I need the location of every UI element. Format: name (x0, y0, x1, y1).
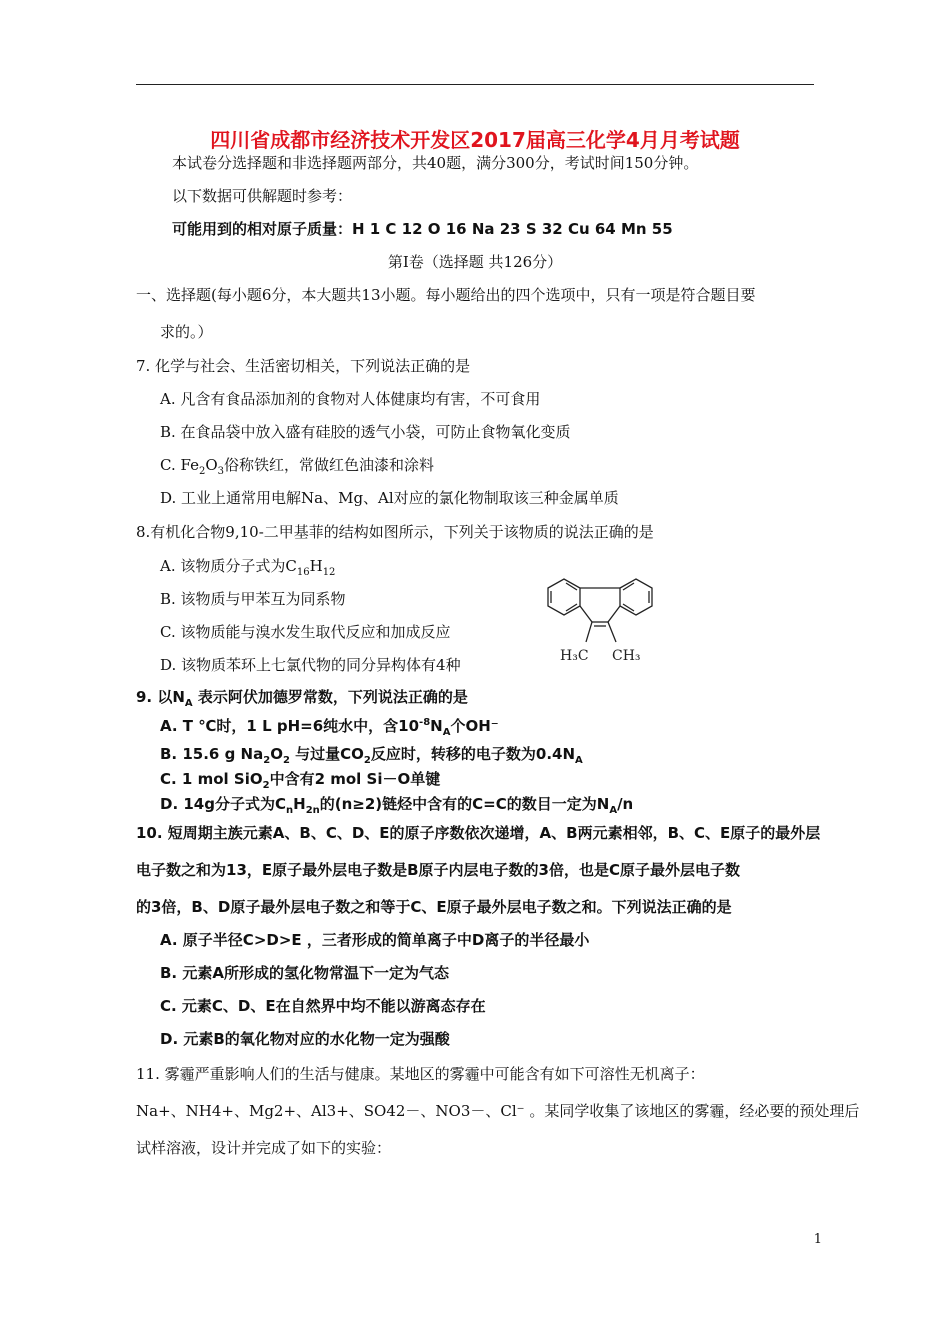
q10-line-3: 的3倍，B、D原子最外层电子数之和等于C、E原子最外层电子数之和。下列说法正确的是 (136, 898, 732, 916)
page-number: 1 (813, 1232, 822, 1247)
q10-line-1: 10. 短周期主族元素A、B、C、D、E的原子序数依次递增，A、B两元素相邻，B、C、E原子的最外层 (136, 824, 821, 842)
q9-option-a: A. T ℃时，1 L pH=6纯水中，含$10^{-8}N_A$个OH⁻ (160, 717, 499, 738)
dimethylphenanthrene-structure (540, 566, 670, 676)
q11-line-1: 11. 雾霾严重影响人们的生活与健康。某地区的雾霾中可能含有如下可溶性无机离子： (136, 1065, 705, 1083)
q8-option-a: A. 该物质分子式为$C_{16}H_{12}$ (160, 557, 336, 578)
q7-option-b: B. 在食品袋中放入盛有硅胶的透气小袋，可防止食物氧化变质 (160, 423, 571, 441)
methyl-label-left: H₃C (560, 648, 589, 664)
atomic-masses: 可能用到的相对原子质量：H 1 C 12 O 16 Na 23 S 32 Cu 64 Mn 55 (172, 220, 673, 238)
q7-option-c: C. $Fe_2O_3$俗称铁红，常做红色油漆和涂料 (160, 456, 435, 477)
header-rule (136, 84, 814, 85)
q10-option-a: A. 原子半径C>D>E ，三者形成的简单离子中D离子的半径最小 (160, 931, 590, 949)
q8-stem: 8.有机化合物9,10-二甲基菲的结构如图所示，下列关于该物质的说法正确的是 (136, 523, 654, 541)
q9-stem: 9. 以$N_A$ 表示阿伏加德罗常数，下列说法正确的是 (136, 688, 468, 709)
q9-option-d: D. 14g分子式为$C_nH_{2n}$的(n≥2)链烃中含有的C=C的数目一定为$N_A/n$ (160, 795, 634, 816)
part1-header: 第Ⅰ卷（选择题 共126分） (387, 253, 563, 271)
q10-option-c: C. 元素C、D、E在自然界中均不能以游离态存在 (160, 997, 486, 1015)
section1-line-1: 一、选择题(每小题6分，本大题共13小题。每小题给出的四个选项中，只有一项是符合题目要 (136, 286, 756, 304)
q9-option-b: B. 15.6 g $Na_2O_2$ 与过量$CO_2$反应时，转移的电子数为$0.4N_A$ (160, 745, 583, 766)
q11-line-2: Na+、NH4+、Mg2+、Al3+、SO42－、NO3－、Cl⁻ 。某同学收集了该地区的雾霾，经必要的预处理后 (136, 1102, 860, 1120)
q8-option-b: B. 该物质与甲苯互为同系物 (160, 590, 346, 608)
q10-option-b: B. 元素A所形成的氢化物常温下一定为气态 (160, 964, 449, 982)
methyl-label-right: CH₃ (612, 648, 641, 664)
q7-option-d: D. 工业上通常用电解Na、Mg、Al对应的氯化物制取该三种金属单质 (160, 489, 619, 507)
page-title: 四川省成都市经济技术开发区2017届高三化学4月月考试题 (210, 128, 740, 152)
q9-option-c: C. 1 mol SiO$_2$中含有2 mol Si－O单键 (160, 770, 441, 791)
q8-option-c: C. 该物质能与溴水发生取代反应和加成反应 (160, 623, 451, 641)
q10-option-d: D. 元素B的氧化物对应的水化物一定为强酸 (160, 1030, 450, 1048)
q7-option-a: A. 凡含有食品添加剂的食物对人体健康均有害，不可食用 (160, 390, 541, 408)
right-benzene-ring (620, 579, 652, 615)
intro-line-1: 本试卷分选择题和非选择题两部分，共40题，满分300分，考试时间150分钟。 (172, 154, 699, 172)
left-benzene-ring (548, 579, 580, 615)
q11-line-3: 试样溶液，设计并完成了如下的实验： (136, 1139, 392, 1157)
q8-option-d: D. 该物质苯环上七氯代物的同分异构体有4种 (160, 656, 461, 674)
section1-line-2: 求的。） (160, 323, 213, 341)
intro-line-2: 以下数据可供解题时参考： (172, 187, 353, 205)
q7-stem: 7. 化学与社会、生活密切相关，下列说法正确的是 (136, 357, 471, 375)
q10-line-2: 电子数之和为13，E原子最外层电子数是B原子内层电子数的3倍，也是C原子最外层电子数 (136, 861, 741, 879)
